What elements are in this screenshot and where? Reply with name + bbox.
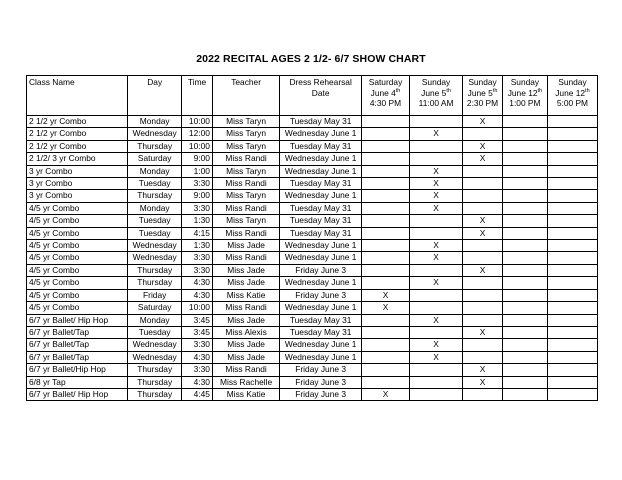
- cell-day: Tuesday: [128, 215, 182, 227]
- header-show-day: Sunday: [510, 77, 540, 87]
- table-row: [27, 339, 598, 351]
- cell-show-2: [463, 351, 503, 363]
- header-show-3: [502, 76, 547, 116]
- cell-show-2: [463, 178, 503, 190]
- cell-show-2: [463, 339, 503, 351]
- cell-time: 12:00: [182, 128, 213, 140]
- cell-teacher: Miss Alexis: [212, 326, 279, 338]
- cell-day: Thursday: [128, 277, 182, 289]
- header-show-date: June 12th: [555, 87, 590, 98]
- cell-class-name: 4/5 yr Combo: [27, 302, 128, 314]
- cell-show-3: [502, 153, 547, 165]
- cell-show-1: [410, 116, 463, 128]
- header-show-date: June 4th: [370, 87, 401, 98]
- cell-show-1: X: [410, 165, 463, 177]
- cell-teacher: Miss Taryn: [212, 165, 279, 177]
- cell-show-0: [362, 240, 410, 252]
- cell-day: Thursday: [128, 140, 182, 152]
- cell-show-0: [362, 202, 410, 214]
- cell-show-1: [410, 153, 463, 165]
- header-show-1: [410, 76, 463, 116]
- cell-show-4: [547, 116, 597, 128]
- cell-show-3: [502, 277, 547, 289]
- cell-show-1: X: [410, 277, 463, 289]
- cell-show-3: [502, 252, 547, 264]
- table-row: [27, 116, 598, 128]
- cell-day: Monday: [128, 165, 182, 177]
- header-dress-rehearsal-line2: Date: [311, 87, 330, 98]
- cell-dress-rehearsal: Tuesday May 31: [280, 140, 362, 152]
- cell-show-0: [362, 314, 410, 326]
- cell-show-2: [463, 289, 503, 301]
- cell-show-0: [362, 364, 410, 376]
- cell-teacher: Miss Randi: [212, 252, 279, 264]
- table-row: [27, 351, 598, 363]
- cell-show-4: [547, 227, 597, 239]
- cell-time: 3:45: [182, 314, 213, 326]
- cell-time: 4:30: [182, 289, 213, 301]
- cell-time: 4:30: [182, 351, 213, 363]
- header-dress-rehearsal: [280, 76, 362, 116]
- cell-show-4: [547, 314, 597, 326]
- cell-show-3: [502, 264, 547, 276]
- cell-class-name: 2 1/2 yr Combo: [27, 128, 128, 140]
- cell-show-2: X: [463, 215, 503, 227]
- cell-show-3: [502, 376, 547, 388]
- cell-class-name: 4/5 yr Combo: [27, 240, 128, 252]
- cell-show-3: [502, 165, 547, 177]
- cell-show-1: X: [410, 314, 463, 326]
- table-row: [27, 215, 598, 227]
- cell-teacher: Miss Randi: [212, 202, 279, 214]
- table-row: [27, 376, 598, 388]
- cell-show-2: X: [463, 264, 503, 276]
- cell-show-0: [362, 326, 410, 338]
- cell-show-4: [547, 264, 597, 276]
- cell-time: 3:30: [182, 202, 213, 214]
- table-row: [27, 153, 598, 165]
- cell-dress-rehearsal: Friday June 3: [280, 388, 362, 400]
- cell-show-1: X: [410, 190, 463, 202]
- header-show-day: Sunday: [421, 77, 451, 87]
- cell-show-3: [502, 116, 547, 128]
- cell-time: 10:00: [182, 116, 213, 128]
- cell-show-3: [502, 128, 547, 140]
- cell-dress-rehearsal: Tuesday May 31: [280, 178, 362, 190]
- cell-show-1: X: [410, 128, 463, 140]
- cell-dress-rehearsal: Tuesday May 31: [280, 202, 362, 214]
- cell-show-0: [362, 227, 410, 239]
- cell-show-0: [362, 140, 410, 152]
- cell-teacher: Miss Taryn: [212, 215, 279, 227]
- cell-show-0: X: [362, 302, 410, 314]
- cell-teacher: Miss Jade: [212, 240, 279, 252]
- cell-show-3: [502, 202, 547, 214]
- cell-teacher: Miss Taryn: [212, 190, 279, 202]
- cell-day: Monday: [128, 314, 182, 326]
- cell-show-1: X: [410, 339, 463, 351]
- cell-teacher: Miss Jade: [212, 277, 279, 289]
- cell-day: Wednesday: [128, 240, 182, 252]
- cell-show-2: [463, 128, 503, 140]
- cell-show-3: [502, 326, 547, 338]
- cell-show-1: X: [410, 240, 463, 252]
- show-chart-table: [26, 75, 598, 401]
- cell-day: Thursday: [128, 388, 182, 400]
- cell-show-2: X: [463, 140, 503, 152]
- cell-class-name: 3 yr Combo: [27, 190, 128, 202]
- header-show-date: June 5th: [467, 87, 498, 98]
- cell-dress-rehearsal: Tuesday May 31: [280, 326, 362, 338]
- cell-time: 3:30: [182, 264, 213, 276]
- table-row: [27, 190, 598, 202]
- cell-teacher: Miss Jade: [212, 339, 279, 351]
- cell-show-2: [463, 302, 503, 314]
- cell-show-4: [547, 240, 597, 252]
- cell-show-4: [547, 202, 597, 214]
- cell-show-2: X: [463, 364, 503, 376]
- cell-show-4: [547, 140, 597, 152]
- table-row: [27, 140, 598, 152]
- cell-show-1: [410, 215, 463, 227]
- header-time: Time: [182, 76, 213, 116]
- cell-show-4: [547, 339, 597, 351]
- cell-class-name: 3 yr Combo: [27, 165, 128, 177]
- cell-dress-rehearsal: Wednesday June 1: [280, 190, 362, 202]
- cell-time: 4:30: [182, 376, 213, 388]
- cell-show-0: [362, 128, 410, 140]
- cell-show-3: [502, 314, 547, 326]
- cell-show-2: X: [463, 116, 503, 128]
- header-day: Day: [128, 76, 182, 116]
- cell-day: Tuesday: [128, 326, 182, 338]
- cell-show-2: X: [463, 376, 503, 388]
- cell-time: 4:45: [182, 388, 213, 400]
- cell-show-0: [362, 153, 410, 165]
- cell-show-4: [547, 326, 597, 338]
- cell-dress-rehearsal: Friday June 3: [280, 364, 362, 376]
- cell-day: Wednesday: [128, 351, 182, 363]
- cell-time: 3:30: [182, 339, 213, 351]
- cell-show-3: [502, 140, 547, 152]
- cell-show-3: [502, 240, 547, 252]
- cell-day: Tuesday: [128, 227, 182, 239]
- cell-teacher: Miss Randi: [212, 153, 279, 165]
- cell-show-3: [502, 351, 547, 363]
- cell-class-name: 6/7 yr Ballet/Hip Hop: [27, 364, 128, 376]
- table-row: [27, 388, 598, 400]
- table-row: [27, 202, 598, 214]
- cell-day: Friday: [128, 289, 182, 301]
- table-row: [27, 227, 598, 239]
- table-row: [27, 178, 598, 190]
- cell-show-1: [410, 289, 463, 301]
- cell-class-name: 2 1/2/ 3 yr Combo: [27, 153, 128, 165]
- cell-dress-rehearsal: Tuesday May 31: [280, 116, 362, 128]
- cell-show-2: [463, 388, 503, 400]
- cell-teacher: Miss Randi: [212, 227, 279, 239]
- cell-dress-rehearsal: Wednesday June 1: [280, 351, 362, 363]
- cell-show-2: [463, 277, 503, 289]
- cell-time: 9:00: [182, 153, 213, 165]
- header-show-day: Sunday: [468, 77, 497, 87]
- cell-teacher: Miss Jade: [212, 264, 279, 276]
- cell-class-name: 4/5 yr Combo: [27, 227, 128, 239]
- cell-show-1: [410, 364, 463, 376]
- cell-show-3: [502, 302, 547, 314]
- table-row: [27, 252, 598, 264]
- page-title: 2022 RECITAL AGES 2 1/2- 6/7 SHOW CHART: [196, 53, 426, 65]
- header-show-time: 11:00 AM: [418, 98, 454, 109]
- table-row: [27, 264, 598, 276]
- table-row: [27, 240, 598, 252]
- cell-show-1: [410, 326, 463, 338]
- cell-show-3: [502, 215, 547, 227]
- header-teacher: Teacher: [212, 76, 279, 116]
- cell-class-name: 4/5 yr Combo: [27, 264, 128, 276]
- header-row: [27, 76, 598, 116]
- header-show-time: 1:00 PM: [509, 98, 541, 109]
- cell-time: 3:30: [182, 364, 213, 376]
- cell-show-4: [547, 252, 597, 264]
- cell-day: Tuesday: [128, 178, 182, 190]
- cell-dress-rehearsal: Tuesday May 31: [280, 227, 362, 239]
- cell-show-2: X: [463, 227, 503, 239]
- cell-time: 1:30: [182, 240, 213, 252]
- cell-day: Thursday: [128, 264, 182, 276]
- cell-show-4: [547, 153, 597, 165]
- cell-show-0: [362, 252, 410, 264]
- cell-show-4: [547, 376, 597, 388]
- cell-time: 1:30: [182, 215, 213, 227]
- cell-show-0: [362, 165, 410, 177]
- cell-show-4: [547, 302, 597, 314]
- cell-time: 9:00: [182, 190, 213, 202]
- cell-class-name: 4/5 yr Combo: [27, 277, 128, 289]
- cell-show-4: [547, 277, 597, 289]
- cell-show-1: X: [410, 178, 463, 190]
- cell-dress-rehearsal: Wednesday June 1: [280, 277, 362, 289]
- cell-show-3: [502, 289, 547, 301]
- cell-class-name: 6/7 yr Ballet/Tap: [27, 326, 128, 338]
- cell-show-3: [502, 190, 547, 202]
- cell-teacher: Miss Randi: [212, 178, 279, 190]
- table-row: [27, 364, 598, 376]
- cell-show-1: X: [410, 351, 463, 363]
- cell-show-1: [410, 264, 463, 276]
- cell-show-3: [502, 388, 547, 400]
- cell-teacher: Miss Taryn: [212, 116, 279, 128]
- cell-show-4: [547, 190, 597, 202]
- cell-show-1: [410, 302, 463, 314]
- cell-teacher: Miss Jade: [212, 314, 279, 326]
- cell-teacher: Miss Taryn: [212, 128, 279, 140]
- cell-show-0: [362, 351, 410, 363]
- cell-show-4: [547, 215, 597, 227]
- cell-teacher: Miss Randi: [212, 302, 279, 314]
- cell-dress-rehearsal: Wednesday June 1: [280, 153, 362, 165]
- cell-show-0: [362, 376, 410, 388]
- cell-show-0: [362, 190, 410, 202]
- cell-day: Monday: [128, 116, 182, 128]
- cell-class-name: 4/5 yr Combo: [27, 202, 128, 214]
- cell-show-0: [362, 215, 410, 227]
- header-show-0: [362, 76, 410, 116]
- cell-class-name: 6/8 yr Tap: [27, 376, 128, 388]
- cell-class-name: 6/7 yr Ballet/ Hip Hop: [27, 388, 128, 400]
- cell-show-0: [362, 339, 410, 351]
- cell-class-name: 2 1/2 yr Combo: [27, 140, 128, 152]
- cell-day: Monday: [128, 202, 182, 214]
- cell-dress-rehearsal: Wednesday June 1: [280, 339, 362, 351]
- cell-class-name: 6/7 yr Ballet/Tap: [27, 351, 128, 363]
- cell-dress-rehearsal: Friday June 3: [280, 376, 362, 388]
- cell-time: 3:30: [182, 252, 213, 264]
- cell-time: 3:45: [182, 326, 213, 338]
- header-show-day: Sunday: [558, 77, 587, 87]
- cell-time: 4:30: [182, 277, 213, 289]
- cell-show-2: [463, 202, 503, 214]
- cell-day: Wednesday: [128, 339, 182, 351]
- table-row: [27, 314, 598, 326]
- cell-show-4: [547, 364, 597, 376]
- cell-class-name: 4/5 yr Combo: [27, 289, 128, 301]
- cell-show-4: [547, 178, 597, 190]
- cell-dress-rehearsal: Wednesday June 1: [280, 165, 362, 177]
- cell-show-2: [463, 165, 503, 177]
- cell-show-4: [547, 289, 597, 301]
- header-show-day: Saturday: [368, 77, 403, 87]
- cell-teacher: Miss Taryn: [212, 140, 279, 152]
- cell-dress-rehearsal: Friday June 3: [280, 264, 362, 276]
- cell-time: 10:00: [182, 140, 213, 152]
- cell-dress-rehearsal: Wednesday June 1: [280, 128, 362, 140]
- cell-teacher: Miss Rachelle: [212, 376, 279, 388]
- cell-class-name: 6/7 yr Ballet/Tap: [27, 339, 128, 351]
- cell-day: Saturday: [128, 302, 182, 314]
- cell-show-2: [463, 314, 503, 326]
- cell-teacher: Miss Randi: [212, 364, 279, 376]
- cell-show-1: X: [410, 202, 463, 214]
- cell-day: Thursday: [128, 190, 182, 202]
- cell-day: Saturday: [128, 153, 182, 165]
- header-dress-rehearsal-line1: Dress Rehearsal: [289, 77, 352, 87]
- header-show-time: 5:00 PM: [556, 98, 589, 109]
- cell-teacher: Miss Katie: [212, 289, 279, 301]
- cell-day: Wednesday: [128, 252, 182, 264]
- cell-show-1: X: [410, 252, 463, 264]
- header-show-time: 4:30 PM: [369, 98, 402, 109]
- cell-class-name: 4/5 yr Combo: [27, 252, 128, 264]
- cell-show-1: [410, 388, 463, 400]
- table-row: [27, 326, 598, 338]
- cell-day: Thursday: [128, 364, 182, 376]
- cell-teacher: Miss Katie: [212, 388, 279, 400]
- cell-dress-rehearsal: Friday June 3: [280, 289, 362, 301]
- cell-time: 3:30: [182, 178, 213, 190]
- cell-show-1: [410, 227, 463, 239]
- header-show-date: June 12th: [507, 87, 543, 98]
- cell-show-2: X: [463, 153, 503, 165]
- header-show-date: June 5th: [421, 87, 451, 98]
- table-row: [27, 165, 598, 177]
- header-show-time: 2:30 PM: [466, 98, 499, 109]
- cell-show-0: X: [362, 289, 410, 301]
- cell-time: 4:15: [182, 227, 213, 239]
- cell-show-0: [362, 264, 410, 276]
- table-body: [27, 116, 598, 401]
- cell-show-0: [362, 116, 410, 128]
- cell-show-1: [410, 140, 463, 152]
- cell-show-0: X: [362, 388, 410, 400]
- cell-show-3: [502, 178, 547, 190]
- header-class-name: Class Name: [27, 76, 128, 116]
- cell-show-3: [502, 339, 547, 351]
- cell-class-name: 4/5 yr Combo: [27, 215, 128, 227]
- cell-dress-rehearsal: Tuesday May 31: [280, 215, 362, 227]
- cell-show-0: [362, 178, 410, 190]
- cell-teacher: Miss Jade: [212, 351, 279, 363]
- table-row: [27, 302, 598, 314]
- cell-show-4: [547, 388, 597, 400]
- cell-dress-rehearsal: Wednesday June 1: [280, 302, 362, 314]
- cell-show-2: X: [463, 326, 503, 338]
- cell-show-4: [547, 351, 597, 363]
- cell-class-name: 2 1/2 yr Combo: [27, 116, 128, 128]
- cell-show-4: [547, 128, 597, 140]
- cell-show-2: [463, 252, 503, 264]
- cell-day: Wednesday: [128, 128, 182, 140]
- cell-dress-rehearsal: Wednesday June 1: [280, 252, 362, 264]
- cell-time: 10:00: [182, 302, 213, 314]
- cell-show-4: [547, 165, 597, 177]
- header-show-2: [463, 76, 503, 116]
- header-show-4: [547, 76, 597, 116]
- cell-class-name: 3 yr Combo: [27, 178, 128, 190]
- table-row: [27, 289, 598, 301]
- cell-dress-rehearsal: Tuesday May 31: [280, 314, 362, 326]
- cell-day: Thursday: [128, 376, 182, 388]
- cell-class-name: 6/7 yr Ballet/ Hip Hop: [27, 314, 128, 326]
- cell-dress-rehearsal: Wednesday June 1: [280, 240, 362, 252]
- cell-show-3: [502, 364, 547, 376]
- cell-show-0: [362, 277, 410, 289]
- table-row: [27, 128, 598, 140]
- cell-time: 1:00: [182, 165, 213, 177]
- cell-show-2: [463, 240, 503, 252]
- cell-show-1: [410, 376, 463, 388]
- cell-show-2: [463, 190, 503, 202]
- table-row: [27, 277, 598, 289]
- cell-show-3: [502, 227, 547, 239]
